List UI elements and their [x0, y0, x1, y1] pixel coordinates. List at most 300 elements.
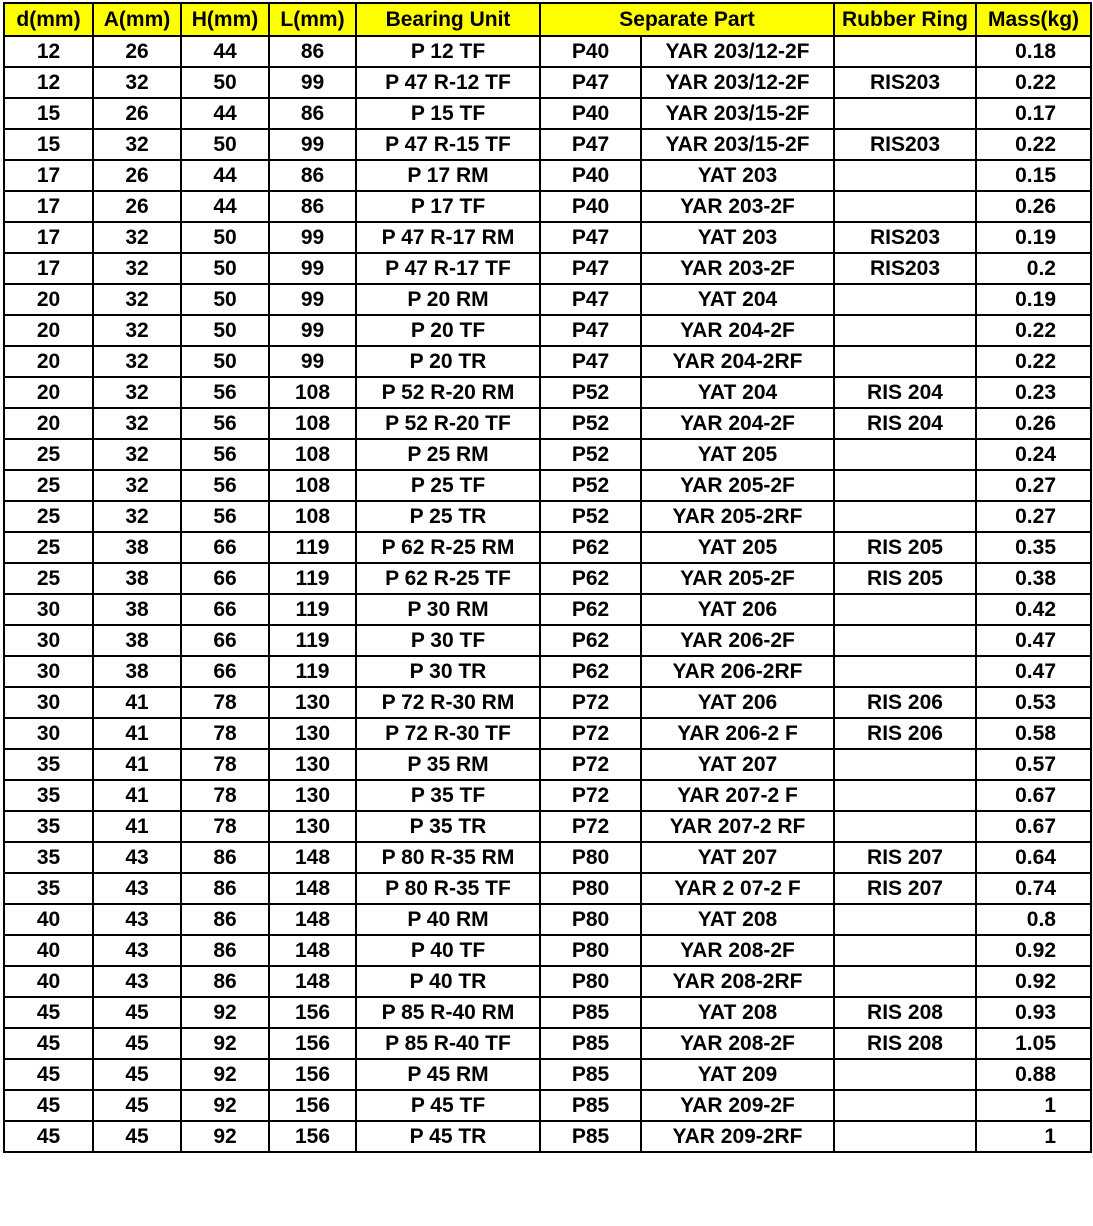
- cell-h: 86: [181, 966, 269, 997]
- cell-insert: YAT 207: [641, 749, 834, 780]
- cell-d: 35: [4, 780, 93, 811]
- cell-housing: P80: [540, 904, 641, 935]
- cell-housing: P80: [540, 873, 641, 904]
- table-row: [4, 594, 1091, 625]
- cell-mass: 0.23: [976, 377, 1091, 408]
- table-row: [4, 1059, 1091, 1090]
- table-row: [4, 966, 1091, 997]
- cell-d: 45: [4, 1028, 93, 1059]
- cell-a: 43: [93, 842, 181, 873]
- cell-rubber-ring: RIS 206: [834, 718, 976, 749]
- cell-h: 92: [181, 997, 269, 1028]
- cell-rubber-ring: [834, 1121, 976, 1152]
- cell-bearing-unit: P 45 TR: [356, 1121, 540, 1152]
- cell-insert: YAT 204: [641, 284, 834, 315]
- cell-rubber-ring: RIS 207: [834, 842, 976, 873]
- cell-rubber-ring: RIS 207: [834, 873, 976, 904]
- cell-housing: P40: [540, 191, 641, 222]
- cell-a: 43: [93, 935, 181, 966]
- cell-l: 156: [269, 1028, 356, 1059]
- table-row: [4, 129, 1091, 160]
- table-row: [4, 377, 1091, 408]
- cell-d: 35: [4, 873, 93, 904]
- cell-l: 99: [269, 222, 356, 253]
- cell-a: 41: [93, 780, 181, 811]
- cell-a: 32: [93, 501, 181, 532]
- cell-insert: YAT 205: [641, 532, 834, 563]
- cell-insert: YAR 203/15-2F: [641, 129, 834, 160]
- cell-h: 50: [181, 315, 269, 346]
- cell-insert: YAT 206: [641, 594, 834, 625]
- cell-l: 108: [269, 408, 356, 439]
- cell-housing: P40: [540, 98, 641, 129]
- cell-h: 66: [181, 594, 269, 625]
- cell-housing: P72: [540, 687, 641, 718]
- cell-d: 25: [4, 563, 93, 594]
- table-row: [4, 98, 1091, 129]
- cell-bearing-unit: P 45 RM: [356, 1059, 540, 1090]
- cell-l: 108: [269, 501, 356, 532]
- cell-bearing-unit: P 80 R-35 RM: [356, 842, 540, 873]
- cell-d: 40: [4, 966, 93, 997]
- cell-a: 32: [93, 67, 181, 98]
- cell-a: 45: [93, 1121, 181, 1152]
- cell-d: 20: [4, 315, 93, 346]
- cell-d: 35: [4, 749, 93, 780]
- cell-housing: P52: [540, 501, 641, 532]
- table-row: [4, 470, 1091, 501]
- cell-insert: YAR 208-2F: [641, 1028, 834, 1059]
- cell-d: 35: [4, 811, 93, 842]
- cell-mass: 0.92: [976, 966, 1091, 997]
- cell-bearing-unit: P 30 RM: [356, 594, 540, 625]
- cell-rubber-ring: [834, 811, 976, 842]
- cell-housing: P47: [540, 67, 641, 98]
- table-row: [4, 997, 1091, 1028]
- cell-l: 99: [269, 253, 356, 284]
- table-row: [4, 749, 1091, 780]
- cell-a: 38: [93, 656, 181, 687]
- cell-insert: YAR 2 07-2 F: [641, 873, 834, 904]
- cell-rubber-ring: [834, 1090, 976, 1121]
- cell-rubber-ring: RIS 208: [834, 1028, 976, 1059]
- cell-h: 56: [181, 408, 269, 439]
- table-row: [4, 687, 1091, 718]
- cell-insert: YAT 208: [641, 997, 834, 1028]
- cell-a: 26: [93, 36, 181, 67]
- cell-rubber-ring: [834, 439, 976, 470]
- cell-insert: YAR 203-2F: [641, 191, 834, 222]
- cell-housing: P62: [540, 594, 641, 625]
- cell-l: 99: [269, 67, 356, 98]
- cell-a: 32: [93, 439, 181, 470]
- cell-a: 43: [93, 904, 181, 935]
- cell-l: 148: [269, 904, 356, 935]
- cell-rubber-ring: [834, 315, 976, 346]
- cell-a: 43: [93, 873, 181, 904]
- cell-l: 99: [269, 346, 356, 377]
- cell-insert: YAR 209-2F: [641, 1090, 834, 1121]
- cell-rubber-ring: RIS203: [834, 129, 976, 160]
- cell-bearing-unit: P 17 TF: [356, 191, 540, 222]
- cell-mass: 0.27: [976, 501, 1091, 532]
- table-row: [4, 563, 1091, 594]
- table-row: [4, 935, 1091, 966]
- cell-l: 148: [269, 842, 356, 873]
- cell-a: 32: [93, 408, 181, 439]
- cell-housing: P85: [540, 1028, 641, 1059]
- cell-a: 43: [93, 966, 181, 997]
- cell-mass: 0.64: [976, 842, 1091, 873]
- cell-housing: P85: [540, 1121, 641, 1152]
- cell-mass: 0.8: [976, 904, 1091, 935]
- cell-h: 50: [181, 67, 269, 98]
- cell-insert: YAT 207: [641, 842, 834, 873]
- cell-insert: YAT 208: [641, 904, 834, 935]
- table-row: [4, 904, 1091, 935]
- table-row: [4, 811, 1091, 842]
- cell-l: 99: [269, 284, 356, 315]
- cell-l: 156: [269, 1059, 356, 1090]
- cell-l: 86: [269, 191, 356, 222]
- header-separate-part: Separate Part: [540, 3, 834, 36]
- cell-insert: YAR 203/12-2F: [641, 67, 834, 98]
- cell-bearing-unit: P 40 RM: [356, 904, 540, 935]
- cell-a: 32: [93, 470, 181, 501]
- cell-insert: YAR 209-2RF: [641, 1121, 834, 1152]
- cell-h: 66: [181, 532, 269, 563]
- cell-mass: 0.74: [976, 873, 1091, 904]
- cell-bearing-unit: P 47 R-12 TF: [356, 67, 540, 98]
- cell-housing: P47: [540, 315, 641, 346]
- cell-a: 41: [93, 687, 181, 718]
- cell-l: 130: [269, 687, 356, 718]
- cell-rubber-ring: [834, 904, 976, 935]
- cell-mass: 0.26: [976, 191, 1091, 222]
- cell-bearing-unit: P 30 TF: [356, 625, 540, 656]
- cell-rubber-ring: RIS 205: [834, 563, 976, 594]
- cell-housing: P85: [540, 997, 641, 1028]
- table-row: [4, 873, 1091, 904]
- cell-housing: P52: [540, 470, 641, 501]
- table-row: [4, 718, 1091, 749]
- table-row: [4, 408, 1091, 439]
- cell-rubber-ring: [834, 98, 976, 129]
- cell-mass: 0.19: [976, 222, 1091, 253]
- table-row: [4, 222, 1091, 253]
- cell-a: 41: [93, 749, 181, 780]
- cell-l: 156: [269, 1090, 356, 1121]
- cell-h: 78: [181, 718, 269, 749]
- cell-h: 78: [181, 687, 269, 718]
- cell-rubber-ring: RIS 204: [834, 377, 976, 408]
- cell-rubber-ring: RIS 206: [834, 687, 976, 718]
- cell-rubber-ring: RIS 205: [834, 532, 976, 563]
- table-header: [4, 3, 1091, 36]
- cell-mass: 0.67: [976, 811, 1091, 842]
- cell-rubber-ring: [834, 780, 976, 811]
- cell-rubber-ring: [834, 191, 976, 222]
- cell-mass: 0.57: [976, 749, 1091, 780]
- cell-mass: 0.22: [976, 315, 1091, 346]
- cell-insert: YAR 204-2F: [641, 408, 834, 439]
- cell-l: 130: [269, 811, 356, 842]
- cell-housing: P62: [540, 563, 641, 594]
- cell-h: 56: [181, 439, 269, 470]
- cell-a: 26: [93, 98, 181, 129]
- cell-bearing-unit: P 20 RM: [356, 284, 540, 315]
- cell-rubber-ring: [834, 625, 976, 656]
- cell-housing: P62: [540, 656, 641, 687]
- cell-h: 92: [181, 1059, 269, 1090]
- cell-mass: 0.15: [976, 160, 1091, 191]
- cell-housing: P47: [540, 222, 641, 253]
- cell-l: 130: [269, 780, 356, 811]
- cell-a: 32: [93, 346, 181, 377]
- cell-l: 99: [269, 129, 356, 160]
- table-row: [4, 842, 1091, 873]
- cell-d: 25: [4, 470, 93, 501]
- cell-rubber-ring: [834, 594, 976, 625]
- table-row: [4, 67, 1091, 98]
- cell-mass: 1: [976, 1090, 1091, 1121]
- cell-d: 15: [4, 98, 93, 129]
- cell-bearing-unit: P 52 R-20 RM: [356, 377, 540, 408]
- cell-d: 25: [4, 532, 93, 563]
- cell-mass: 0.2: [976, 253, 1091, 284]
- cell-l: 99: [269, 315, 356, 346]
- cell-h: 50: [181, 346, 269, 377]
- cell-l: 86: [269, 160, 356, 191]
- cell-h: 44: [181, 36, 269, 67]
- cell-bearing-unit: P 35 TF: [356, 780, 540, 811]
- cell-h: 86: [181, 842, 269, 873]
- cell-housing: P52: [540, 408, 641, 439]
- table-row: [4, 346, 1091, 377]
- cell-a: 38: [93, 563, 181, 594]
- cell-insert: YAR 206-2RF: [641, 656, 834, 687]
- cell-mass: 1: [976, 1121, 1091, 1152]
- cell-bearing-unit: P 40 TF: [356, 935, 540, 966]
- cell-insert: YAR 207-2 F: [641, 780, 834, 811]
- cell-bearing-unit: P 52 R-20 TF: [356, 408, 540, 439]
- cell-housing: P85: [540, 1059, 641, 1090]
- table-row: [4, 625, 1091, 656]
- cell-housing: P40: [540, 160, 641, 191]
- cell-mass: 0.26: [976, 408, 1091, 439]
- cell-insert: YAT 206: [641, 687, 834, 718]
- cell-bearing-unit: P 17 RM: [356, 160, 540, 191]
- cell-d: 17: [4, 222, 93, 253]
- cell-h: 78: [181, 749, 269, 780]
- cell-bearing-unit: P 85 R-40 RM: [356, 997, 540, 1028]
- cell-bearing-unit: P 12 TF: [356, 36, 540, 67]
- cell-d: 17: [4, 160, 93, 191]
- cell-l: 108: [269, 377, 356, 408]
- cell-h: 78: [181, 811, 269, 842]
- cell-h: 56: [181, 501, 269, 532]
- cell-rubber-ring: [834, 749, 976, 780]
- cell-d: 20: [4, 408, 93, 439]
- cell-rubber-ring: [834, 346, 976, 377]
- cell-a: 32: [93, 129, 181, 160]
- cell-housing: P62: [540, 625, 641, 656]
- cell-l: 130: [269, 718, 356, 749]
- table-row: [4, 532, 1091, 563]
- cell-h: 92: [181, 1028, 269, 1059]
- cell-rubber-ring: [834, 935, 976, 966]
- cell-rubber-ring: RIS203: [834, 222, 976, 253]
- cell-bearing-unit: P 25 TR: [356, 501, 540, 532]
- cell-mass: 0.22: [976, 129, 1091, 160]
- cell-l: 108: [269, 439, 356, 470]
- cell-l: 119: [269, 532, 356, 563]
- cell-h: 56: [181, 470, 269, 501]
- cell-h: 86: [181, 873, 269, 904]
- cell-a: 26: [93, 160, 181, 191]
- cell-a: 45: [93, 997, 181, 1028]
- cell-bearing-unit: P 25 TF: [356, 470, 540, 501]
- cell-a: 32: [93, 222, 181, 253]
- cell-housing: P52: [540, 439, 641, 470]
- header-bearing-unit: Bearing Unit: [356, 3, 540, 36]
- cell-insert: YAR 207-2 RF: [641, 811, 834, 842]
- cell-mass: 0.42: [976, 594, 1091, 625]
- cell-h: 50: [181, 129, 269, 160]
- cell-d: 40: [4, 935, 93, 966]
- cell-a: 38: [93, 625, 181, 656]
- cell-d: 45: [4, 1121, 93, 1152]
- cell-bearing-unit: P 72 R-30 TF: [356, 718, 540, 749]
- header-rubber-ring: Rubber Ring: [834, 3, 976, 36]
- table-row: [4, 501, 1091, 532]
- bearing-spec-table: [3, 2, 1092, 1153]
- cell-mass: 1.05: [976, 1028, 1091, 1059]
- cell-l: 119: [269, 594, 356, 625]
- cell-insert: YAT 205: [641, 439, 834, 470]
- cell-housing: P72: [540, 780, 641, 811]
- cell-housing: P72: [540, 811, 641, 842]
- cell-h: 44: [181, 98, 269, 129]
- cell-h: 66: [181, 563, 269, 594]
- cell-d: 25: [4, 439, 93, 470]
- cell-h: 86: [181, 904, 269, 935]
- cell-bearing-unit: P 35 TR: [356, 811, 540, 842]
- cell-mass: 0.92: [976, 935, 1091, 966]
- header-a: A(mm): [93, 3, 181, 36]
- cell-mass: 0.19: [976, 284, 1091, 315]
- cell-insert: YAR 204-2F: [641, 315, 834, 346]
- cell-l: 119: [269, 563, 356, 594]
- cell-l: 86: [269, 36, 356, 67]
- cell-bearing-unit: P 20 TF: [356, 315, 540, 346]
- cell-housing: P80: [540, 935, 641, 966]
- table-row: [4, 36, 1091, 67]
- cell-a: 32: [93, 315, 181, 346]
- cell-mass: 0.53: [976, 687, 1091, 718]
- cell-d: 45: [4, 1059, 93, 1090]
- cell-rubber-ring: [834, 160, 976, 191]
- cell-bearing-unit: P 47 R-17 RM: [356, 222, 540, 253]
- cell-housing: P47: [540, 253, 641, 284]
- cell-insert: YAR 205-2F: [641, 470, 834, 501]
- cell-housing: P52: [540, 377, 641, 408]
- cell-d: 45: [4, 1090, 93, 1121]
- table-row: [4, 439, 1091, 470]
- cell-rubber-ring: RIS 204: [834, 408, 976, 439]
- cell-d: 20: [4, 346, 93, 377]
- cell-a: 41: [93, 811, 181, 842]
- cell-mass: 0.18: [976, 36, 1091, 67]
- table-row: [4, 160, 1091, 191]
- cell-a: 45: [93, 1090, 181, 1121]
- table-row: [4, 1028, 1091, 1059]
- cell-mass: 0.47: [976, 625, 1091, 656]
- cell-d: 30: [4, 594, 93, 625]
- cell-h: 92: [181, 1121, 269, 1152]
- cell-mass: 0.88: [976, 1059, 1091, 1090]
- cell-d: 30: [4, 656, 93, 687]
- table-row: [4, 780, 1091, 811]
- cell-rubber-ring: RIS 208: [834, 997, 976, 1028]
- cell-bearing-unit: P 25 RM: [356, 439, 540, 470]
- cell-d: 20: [4, 284, 93, 315]
- cell-rubber-ring: [834, 284, 976, 315]
- cell-bearing-unit: P 20 TR: [356, 346, 540, 377]
- table-body: [4, 36, 1091, 1152]
- cell-mass: 0.93: [976, 997, 1091, 1028]
- cell-d: 30: [4, 687, 93, 718]
- cell-mass: 0.38: [976, 563, 1091, 594]
- cell-rubber-ring: [834, 966, 976, 997]
- table-row: [4, 656, 1091, 687]
- cell-housing: P62: [540, 532, 641, 563]
- header-mass: Mass(kg): [976, 3, 1091, 36]
- cell-l: 156: [269, 1121, 356, 1152]
- cell-bearing-unit: P 35 RM: [356, 749, 540, 780]
- cell-bearing-unit: P 62 R-25 TF: [356, 563, 540, 594]
- cell-insert: YAR 205-2F: [641, 563, 834, 594]
- cell-rubber-ring: RIS203: [834, 67, 976, 98]
- cell-d: 30: [4, 718, 93, 749]
- cell-mass: 0.24: [976, 439, 1091, 470]
- cell-rubber-ring: [834, 501, 976, 532]
- cell-bearing-unit: P 30 TR: [356, 656, 540, 687]
- cell-insert: YAR 208-2RF: [641, 966, 834, 997]
- cell-h: 86: [181, 935, 269, 966]
- cell-insert: YAR 203/15-2F: [641, 98, 834, 129]
- cell-d: 40: [4, 904, 93, 935]
- cell-housing: P80: [540, 842, 641, 873]
- cell-housing: P47: [540, 346, 641, 377]
- cell-mass: 0.22: [976, 346, 1091, 377]
- cell-insert: YAT 209: [641, 1059, 834, 1090]
- cell-bearing-unit: P 72 R-30 RM: [356, 687, 540, 718]
- cell-mass: 0.17: [976, 98, 1091, 129]
- cell-insert: YAT 204: [641, 377, 834, 408]
- cell-insert: YAT 203: [641, 222, 834, 253]
- cell-rubber-ring: [834, 656, 976, 687]
- cell-d: 15: [4, 129, 93, 160]
- cell-h: 50: [181, 253, 269, 284]
- cell-bearing-unit: P 15 TF: [356, 98, 540, 129]
- cell-bearing-unit: P 62 R-25 RM: [356, 532, 540, 563]
- cell-l: 148: [269, 966, 356, 997]
- cell-a: 38: [93, 594, 181, 625]
- cell-d: 12: [4, 67, 93, 98]
- cell-l: 156: [269, 997, 356, 1028]
- cell-mass: 0.67: [976, 780, 1091, 811]
